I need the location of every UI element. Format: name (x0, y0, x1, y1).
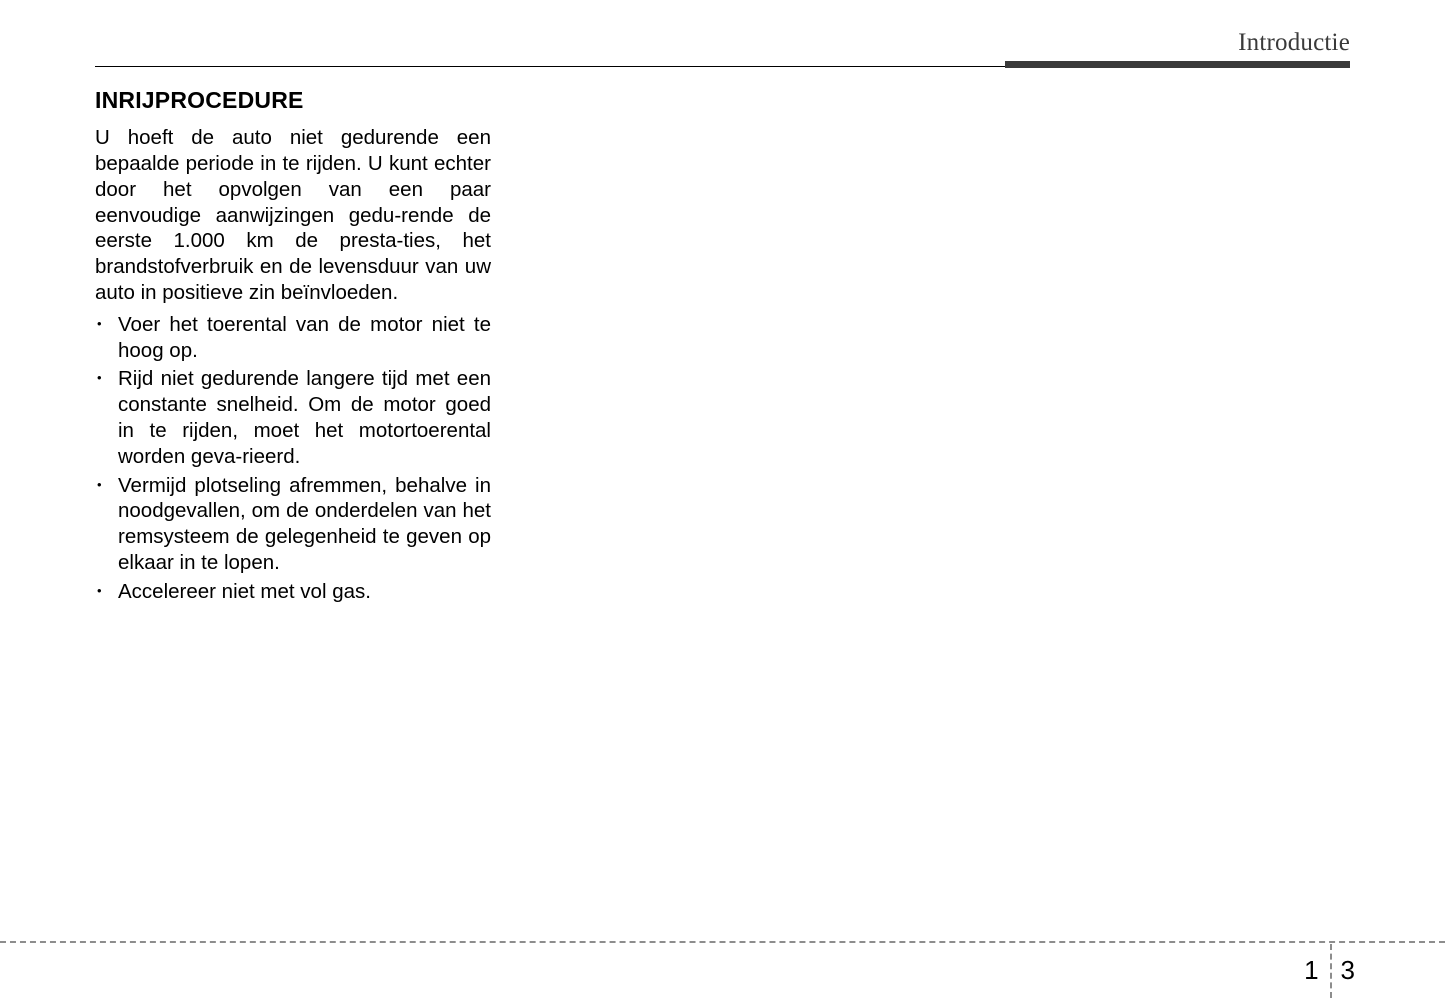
footer-page-indicator (1304, 950, 1355, 990)
list-item: • Accelereer niet met vol gas. (95, 579, 491, 605)
footer-page-number: 3 (1340, 955, 1355, 985)
list-item: • Vermijd plotseling afremmen, behalve in noodgevallen, om de onderdelen van het remsysteem de gelegenheid te geven op elkaar in te lopen. (95, 473, 491, 576)
header-rule-thick (1005, 61, 1350, 68)
page-header-title: Introductie (1238, 29, 1350, 56)
list-item: • Voer het toerental van de motor niet te hoog op. (95, 312, 491, 364)
content-column (95, 88, 491, 605)
bullet-list (95, 312, 491, 605)
footer-dashed-rule (0, 941, 1445, 944)
footer-chapter-number: 1 (1304, 955, 1319, 985)
section-title: INRIJPROCEDURE (95, 87, 304, 113)
intro-paragraph: U hoeft de auto niet gedurende een bepaalde periode in te rijden. U kunt echter door het opvolgen van een paar eenvoudige aanwijzingen gedu-rende de eerste 1.000 km de presta-ties, het brandstofverbruik en de levensduur van uw auto in positieve zin beïnvloeden. (95, 126, 491, 305)
list-item: • Rijd niet gedurende langere tijd met een constante snelheid. Om de motor goed in te rijden, moet het motortoerental worden geva-rieerd. (95, 366, 491, 469)
page-header (95, 30, 1350, 75)
